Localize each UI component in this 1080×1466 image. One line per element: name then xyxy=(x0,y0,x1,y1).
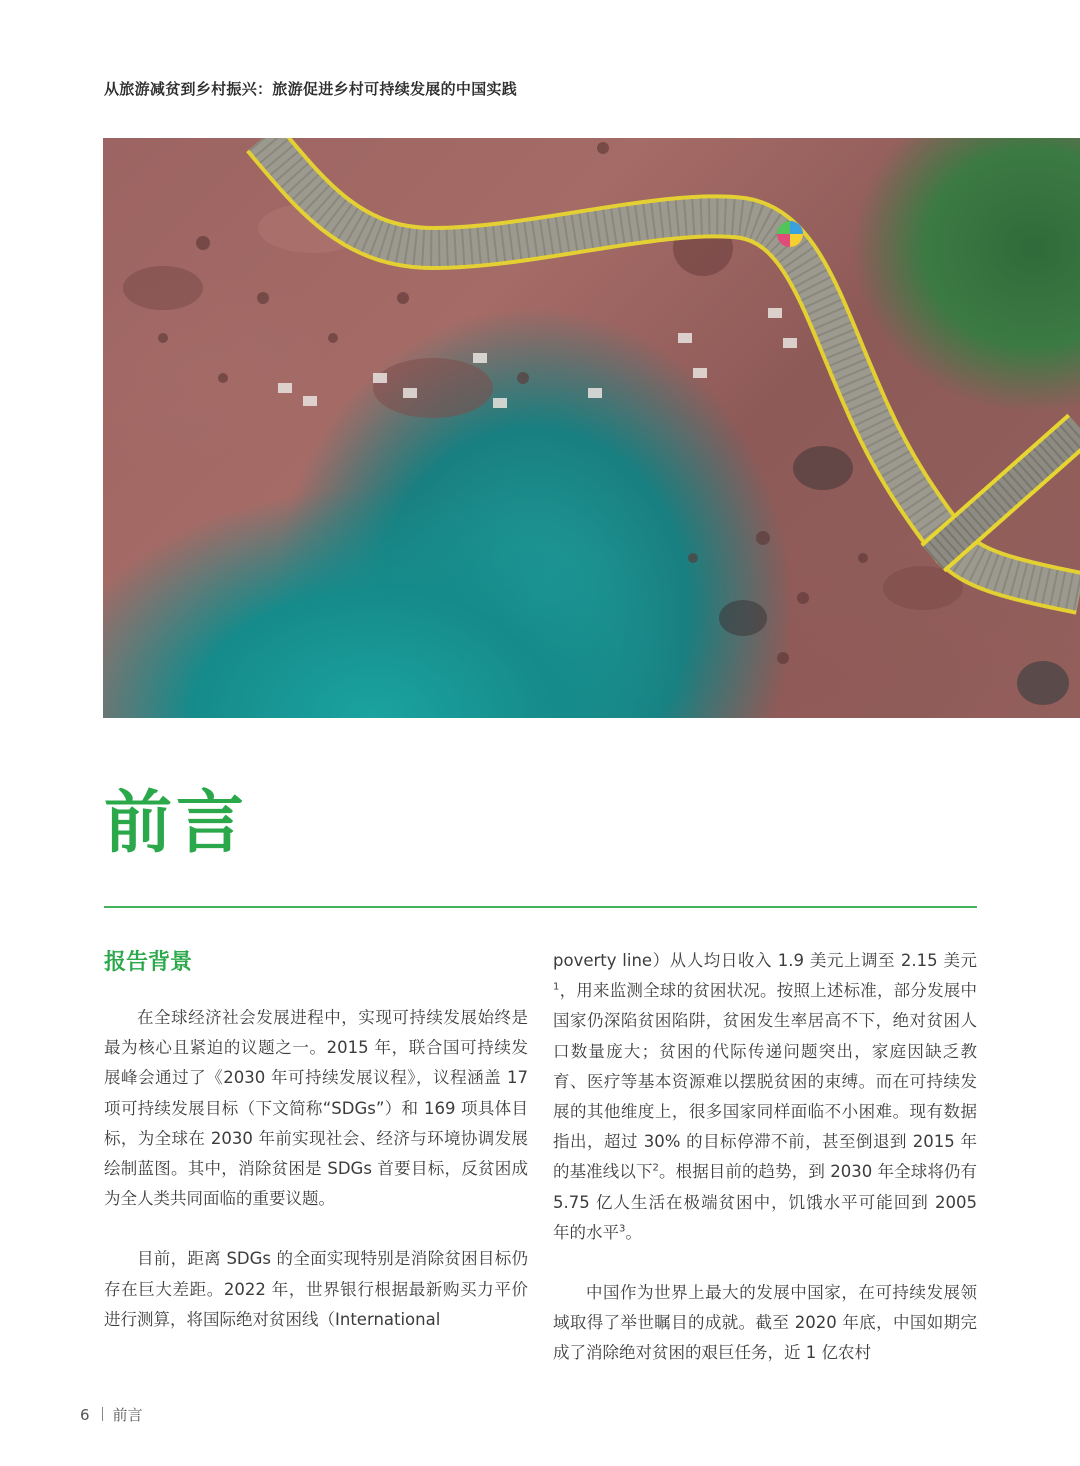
footer-divider xyxy=(102,1407,103,1421)
footnote-ref[interactable]: 3 xyxy=(619,1223,626,1235)
running-head: 从旅游减贫到乡村振兴：旅游促进乡村可持续发展的中国实践 xyxy=(104,80,518,98)
paragraph: 目前，距离 SDGs 的全面实现特别是消除贫困目标仍存在巨大差距。2022 年，世界银行根据最新购买力平价进行测算，将国际绝对贫困线（International xyxy=(104,1249,528,1329)
text-run: 。 xyxy=(625,1222,642,1242)
paragraph: 在全球经济社会发展进程中，实现可持续发展始终是最为核心且紧迫的议题之一。2015 年，联合国可持续发展峰会通过了《2030 年可持续发展议程》，议程涵盖 17 项可持续发展目标（下文简称“SDGs”）和 169 项具体目标，为全球在 2030 年前实现社会、经济与环境协调发展绘制蓝图。其中，消除贫困是 SDGs 首要目标，反贫困成为全人类共同面临的重要议题。 xyxy=(104,1008,528,1209)
paragraph-continued xyxy=(553,946,977,1248)
text-run: ，用来监测全球的贫困状况。按照上述标准，部分发展中国家仍深陷贫困陷阱，贫困发生率居高不下，绝对贫困人口数量庞大；贫困的代际传递问题突出，家庭因缺乏教育、医疗等基本资源难以摆脱贫困的束缚。而在可持续发展的其他维度上，很多国家同样面临不小困难。现有数据指出，超过 30% 的目标停滞不前，甚至倒退到 2015 年的基准线以下 xyxy=(553,981,977,1182)
footnote-ref[interactable]: 2 xyxy=(652,1162,659,1174)
aerial-coastal-boardwalk-photo xyxy=(103,138,1080,718)
section-heading: 报告背景 xyxy=(104,950,193,975)
photo-illustration xyxy=(103,138,1080,718)
page-number: 6 xyxy=(80,1406,90,1424)
title-divider xyxy=(104,906,977,908)
footer-section: 前言 xyxy=(112,1406,143,1424)
left-column xyxy=(104,1003,528,1335)
paragraph: 中国作为世界上最大的发展中国家，在可持续发展领域取得了举世瞩目的成就。截至 2020 年底，中国如期完成了消除绝对贫困的艰巨任务，近 1 亿农村 xyxy=(553,1283,977,1363)
page-footer xyxy=(80,1404,143,1425)
right-column xyxy=(553,946,977,1369)
text-run: poverty line）从人均日收入 1.9 美元上调至 2.15 美元 xyxy=(553,951,977,970)
text-run: 。根据目前的趋势，到 2030 年全球将仍有 5.75 亿人生活在极端贫困中，饥饿水平可能回到 2005 年的水平 xyxy=(553,1162,978,1242)
page-title: 前言 xyxy=(104,784,249,863)
footnote-ref[interactable]: 1 xyxy=(553,981,560,993)
